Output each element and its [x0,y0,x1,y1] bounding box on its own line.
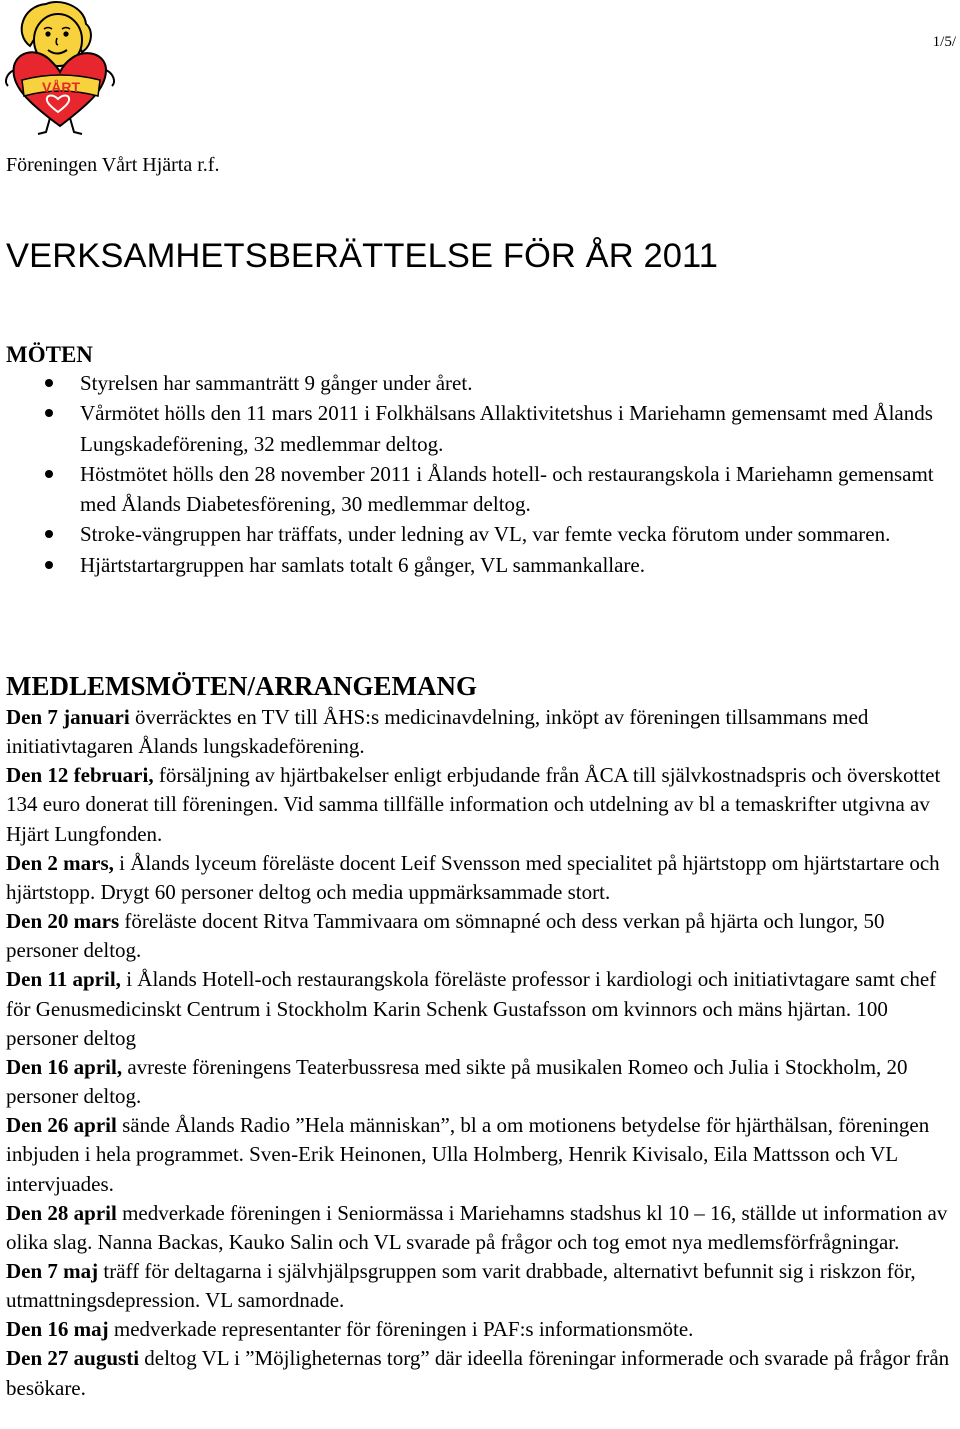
event-text: föreläste docent Ritva Tammivaara om sömnapné och dess verkan på hjärta och lungor, 50 personer deltog. [6,909,885,963]
event-text: träff för deltagarna i självhjälpsgruppen som varit drabbade, alternativt befunnit sig i riskzon för, utmattningsdepression. VL samordnade. [6,1258,916,1313]
list-item: Stroke-vängruppen har träffats, under ledning av VL, var femte vecka förutom under sommaren. [0,519,950,549]
events-list [6,703,958,1403]
event-text: sände Ålands Radio ”Hela människan”, bl a om motionens betydelse för hjärthälsan, föreningen inbjuden i hela programmet. Sven-Erik Heinonen, Ulla Holmberg, Henrik Kivisalo, Eila Mattsson och VL intervjuades. [6,1113,930,1196]
event-paragraph [6,965,958,1052]
event-date: Den 7 januari [6,705,130,729]
event-date: Den 16 april, [6,1054,123,1079]
event-text: försäljning av hjärtbakelser enligt erbjudande från ÅCA till självkostnadspris och överskottet 134 euro donerat till föreningen. Vid samma tillfälle information och utdelning av bl a temaskrifter utgivna av Hjärt Lungfonden. [6,763,941,846]
event-paragraph [6,1257,958,1315]
list-item: Vårmötet hölls den 11 mars 2011 i Folkhälsans Allaktivitetshus i Mariehamn gemensamt med Ålands Lungskadeförening, 32 medlemmar deltog. [0,398,950,459]
event-paragraph [6,1053,958,1111]
event-paragraph [6,849,958,907]
event-paragraph [6,1199,958,1257]
list-item: Höstmötet hölls den 28 november 2011 i Ålands hotell- och restaurangskola i Mariehamn gemensamt med Ålands Diabetesförening, 30 medlemmar deltog. [0,459,950,520]
event-text: överräcktes en TV till ÅHS:s medicinavdelning, inköpt av föreningen tillsammans med initiativtagaren Ålands lungskadeförening. [6,705,869,759]
event-paragraph [6,1111,958,1198]
event-text: medverkade representanter för föreningen i PAF:s informationsmöte. [108,1317,694,1342]
event-date: Den 16 maj [6,1317,109,1342]
list-item: Hjärtstartargruppen har samlats totalt 6 gånger, VL sammankallare. [0,550,950,580]
list-item: Styrelsen har sammanträtt 9 gånger under året. [0,368,950,398]
event-text: medverkade föreningen i Seniormässa i Mariehamns stadshus kl 10 – 16, ställde ut information av olika slag. Nanna Backas, Kauko Salin och VL svarade på frågor och tog emot nya medlemsförfrågningar. [6,1200,948,1254]
event-text: deltog VL i ”Möjligheternas torg” där ideella föreningar informerade och svarade på frågor från besökare. [6,1346,950,1400]
event-date: Den 20 mars [6,909,120,934]
event-text: i Ålands lyceum föreläste docent Leif Svensson med specialitet på hjärtstopp om hjärtstartare och hjärtstopp. Drygt 60 personer deltog och media uppmärksammade stort. [6,850,940,904]
event-paragraph [6,1315,958,1344]
event-date: Den 11 april, [6,967,121,992]
organization-logo [0,0,124,136]
organization-name: Föreningen Vårt Hjärta r.f. [6,154,220,176]
section-heading-arrangemang: MEDLEMSMÖTEN/ARRANGEMANG [6,671,477,701]
heart-face-logo-icon [0,0,124,136]
moten-list [0,368,950,580]
event-date: Den 26 april [6,1113,117,1138]
event-paragraph [6,761,958,848]
event-paragraph [6,907,958,965]
event-date: Den 27 augusti [6,1346,140,1371]
event-paragraph [6,1344,958,1402]
page-number: 1/5/ [932,34,956,50]
event-text: i Ålands Hotell-och restaurangskola föreläste professor i kardiologi och initiativtagare samt chef för Genusmedicinskt Centrum i Stockholm Karin Schenk Gustafsson om kvinnors och mäns hjärtan. 100 personer deltog [6,967,937,1050]
event-text: avreste föreningens Teaterbussresa med sikte på musikalen Romeo och Julia i Stockholm, 20 personer deltog. [6,1054,908,1109]
event-date: Den 28 april [6,1200,117,1225]
event-date: Den 12 februari, [6,763,154,788]
event-date: Den 2 mars, [6,850,114,875]
event-date: Den 7 maj [6,1258,99,1283]
event-paragraph [6,703,958,761]
section-heading-moten: MÖTEN [6,342,93,367]
logo-label: VÅRT [41,79,81,95]
document-title: VERKSAMHETSBERÄTTELSE FÖR ÅR 2011 [6,237,719,275]
